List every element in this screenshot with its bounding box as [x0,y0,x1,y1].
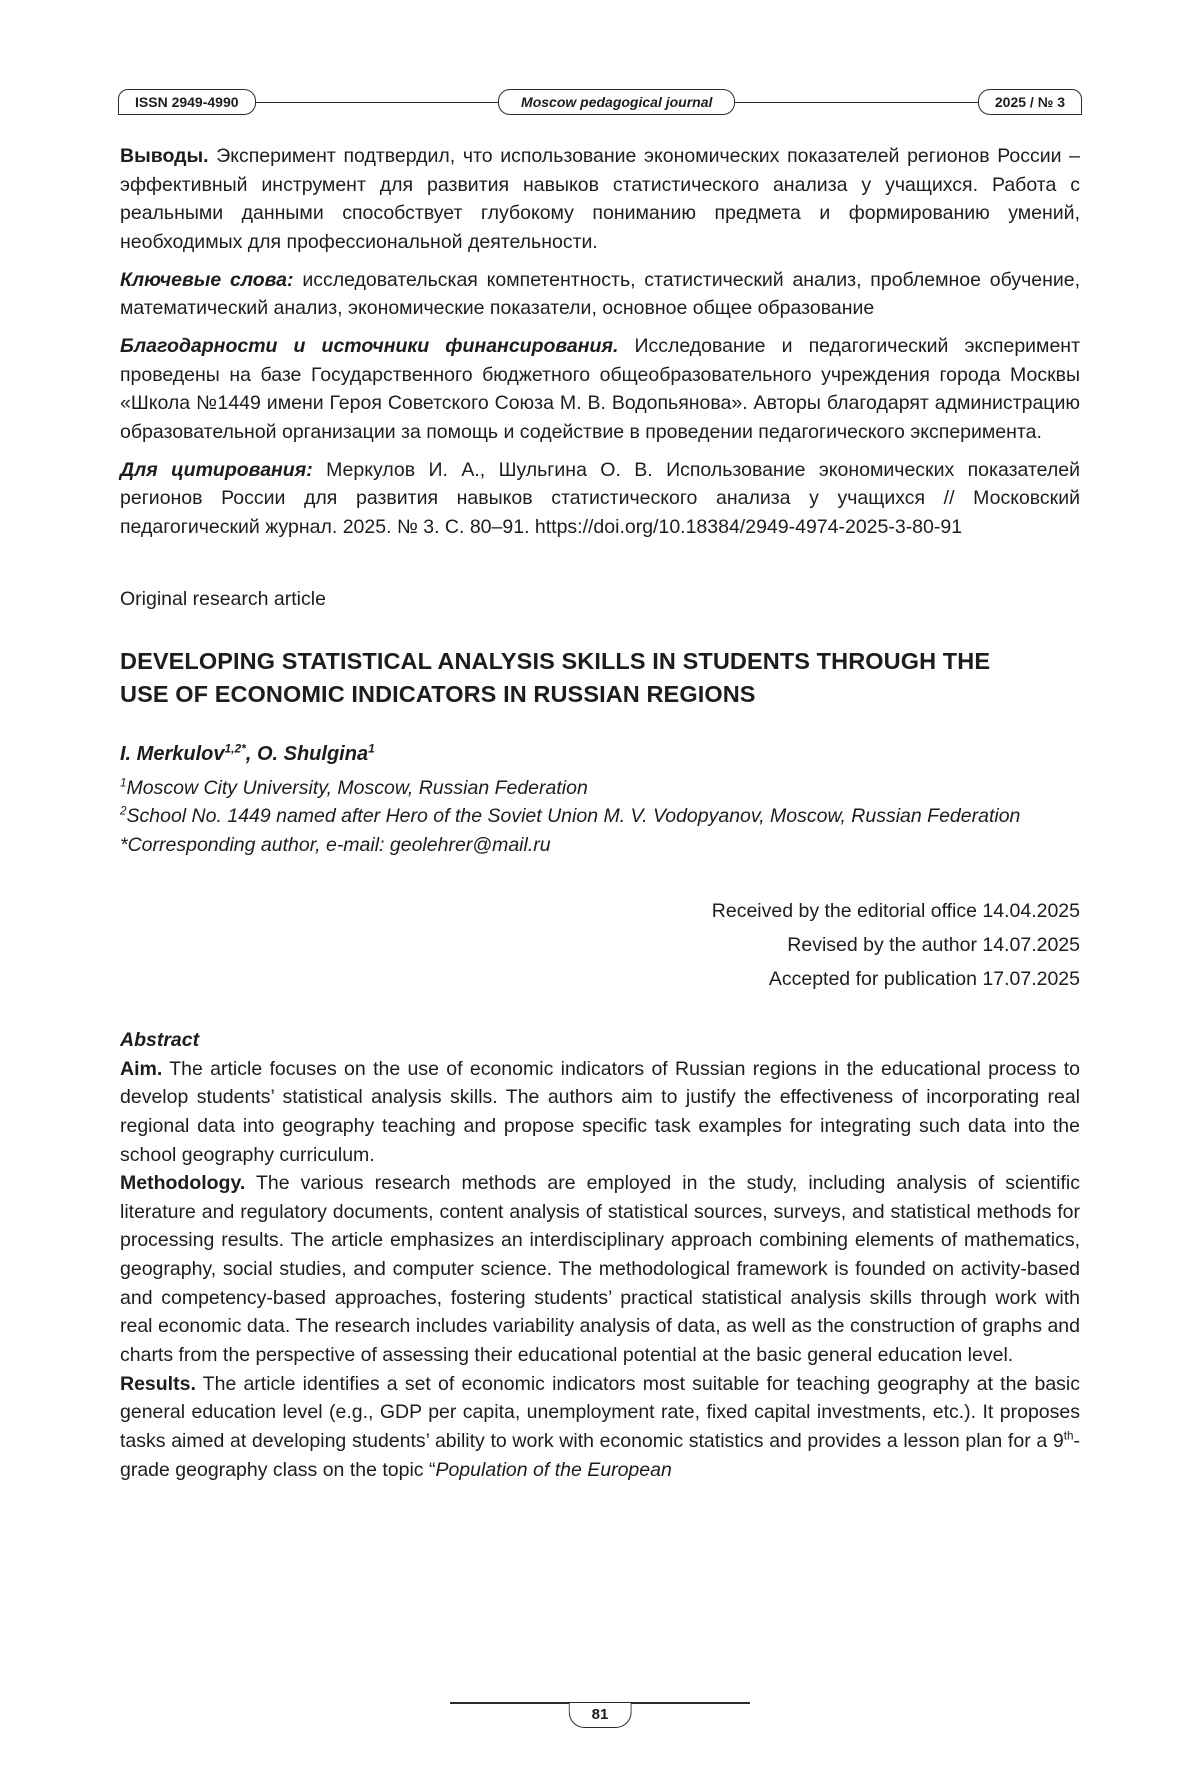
affiliation-line-2 [120,802,1080,831]
keywords-paragraph [120,266,1080,323]
author-name-1: I. Merkulov [120,742,225,765]
author-name-2: , O. Shulgina [245,742,369,765]
revised-date-line: Revised by the author 14.07.2025 [787,933,1080,956]
affiliation-text-2: School No. 1449 named after Hero of the Soviet Union M. V. Vodopyanov, Moscow, Russian Federation [126,805,1021,828]
affiliations-block [120,774,1080,860]
article-type-label: Original research article [120,587,326,610]
author-superscript-2: 1 [368,740,375,755]
abstract-label: Abstract [120,1028,200,1051]
conclusions-lead: Выводы. [120,145,209,167]
accepted-date-line: Accepted for publication 17.07.2025 [768,967,1080,990]
affiliation-sup-2: 2 [120,804,127,818]
citation-paragraph [120,456,1080,542]
results-paragraph [120,1370,1080,1485]
aim-paragraph [120,1055,1080,1170]
issn-tab: ISSN 2949-4990 [118,89,256,115]
citation-text: Меркулов И. А., Шульгина О. В. Использование экономических показателей регионов России для развития навыков статистического анализа у учащихся // Московский педагогический журнал. 2025. № 3. С. 80–91. [120,458,1080,538]
footer-rule [450,1702,750,1723]
page-footer [0,1702,1200,1723]
results-italic-tail: Population of the European [435,1458,672,1481]
methodology-lead: Methodology. [120,1172,246,1195]
acknowledgements-text: Исследование и педагогический эксперимент проведены на базе Государственного бюджетного общеобразовательного учреждения города Москвы «Школа №1449 имени Героя Советского Союза М. В. Водопьянова». Авторы благодарят администрацию образовательной организации за помощь и содействие в проведении педагогического эксперимента. [120,334,1081,443]
received-date-line: Received by the editorial office 14.04.2025 [711,899,1080,922]
affiliation-text-1: Moscow City University, Moscow, Russian Federation [126,776,588,799]
methodology-paragraph [120,1169,1080,1370]
content-column [120,142,1080,1484]
dates-block [120,894,1080,996]
article-title: DEVELOPING STATISTICAL ANALYSIS SKILLS IN STUDENTS THROUGH THE USE OF ECONOMIC INDICATORS IN RUSSIAN REGIONS [120,647,991,708]
results-lead: Results. [120,1372,196,1395]
results-ordinal-sup: th [1063,1429,1074,1443]
author-superscript-1: 1,2* [224,740,246,755]
journal-name-tab: Moscow pedagogical journal [498,89,735,115]
results-text: The article identifies a set of economic indicators most suitable for teaching geography at the basic general education level (e.g., GDP per capita, unemployment rate, fixed capital investments, etc.). It proposes tasks aimed at developing students’ ability to work with economic statistics and provides a lesson plan for a 9 [120,1372,1080,1453]
conclusions-paragraph [120,142,1080,257]
affiliation-sup-1: 1 [120,776,127,790]
methodology-text: The various research methods are employed in the study, including analysis of scientific literature and regulatory documents, content analysis of statistical sources, surveys, and statistical methods for processing results. The article emphasizes an interdisciplinary approach combining elements of mathematics, geography, social studies, and computer science. The methodological framework is founded on activity-based and competency-based approaches, fostering students’ practical statistical analysis skills through work with real economic data. The research includes variability analysis of data, as well as the construction of graphs and charts from the perspective of assessing their educational potential at the basic general education level. [120,1172,1080,1367]
doi-link[interactable]: https://doi.org/10.18384/2949-4974-2025-3-80-91 [534,515,963,538]
page-header [118,86,1082,118]
acknowledgements-lead: Благодарности и источники финансирования. [120,334,619,357]
issue-tab: 2025 / № 3 [978,89,1082,115]
affiliation-line-1 [120,774,1080,803]
page-number-badge: 81 [569,1703,632,1728]
keywords-text: исследовательская компетентность, статистический анализ, проблемное обучение, математический анализ, экономические показатели, основное общее образование [120,268,1080,320]
conclusions-text: Эксперимент подтвердил, что использование экономических показателей регионов России – эффективный инструмент для развития навыков статистического анализа у учащихся. Работа с реальными данными способствует глубокому пониманию предмета и формированию умений, необходимых для профессиональной деятельности. [120,145,1080,253]
aim-text: The article focuses on the use of economic indicators of Russian regions in the educational process to develop students’ statistical analysis skills. The authors aim to justify the effectiveness of incorporating real regional data into geography teaching and propose specific task examples for integrating such data into the school geography curriculum. [120,1057,1080,1166]
authors-line [120,740,1080,768]
citation-lead: Для цитирования: [120,458,313,481]
corresponding-author-line: *Corresponding author, e-mail: geolehrer@mail.ru [120,833,551,856]
acknowledgements-paragraph [120,332,1080,447]
results-text-2: -grade geography class on the topic “ [120,1430,1080,1481]
abstract-section [120,1026,1080,1485]
aim-lead: Aim. [120,1057,163,1080]
keywords-lead: Ключевые слова: [120,268,294,291]
